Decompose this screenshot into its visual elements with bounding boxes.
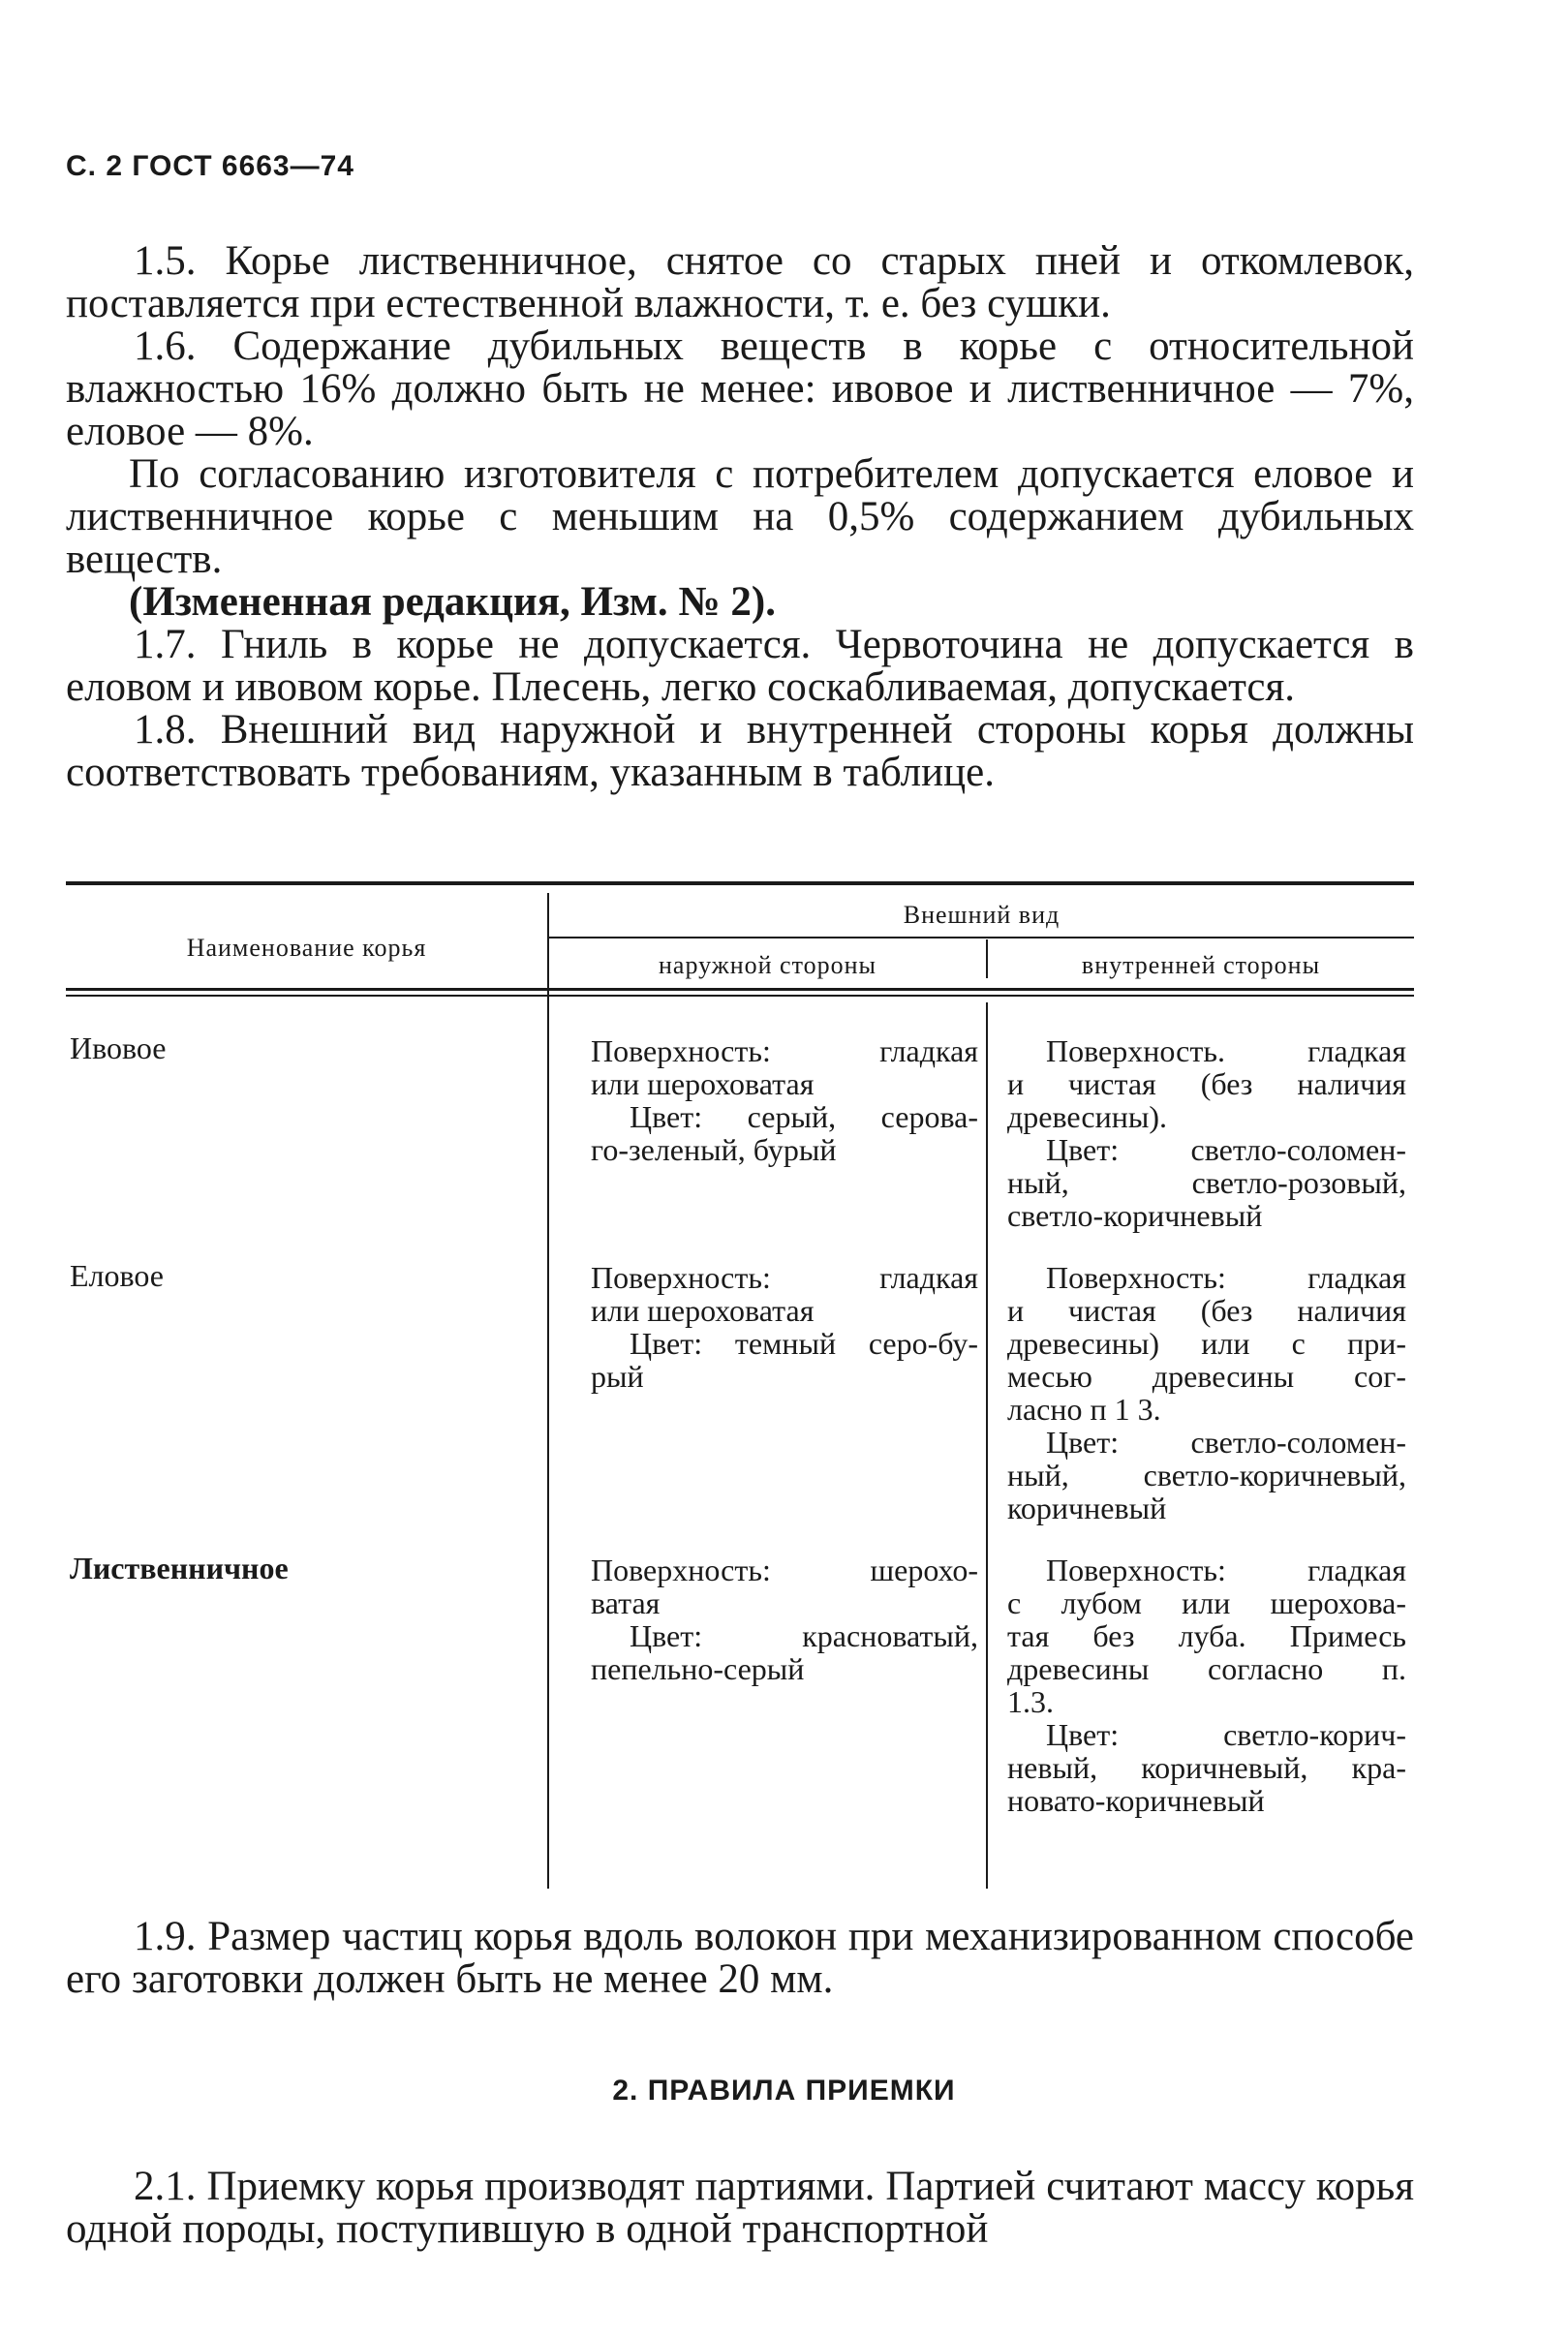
row-name: Еловое bbox=[70, 1258, 164, 1293]
row-name: Лиственничное bbox=[70, 1551, 289, 1585]
appearance-table bbox=[66, 881, 1414, 1889]
header-name: Наименование корья bbox=[186, 934, 427, 962]
text-block-1-9 bbox=[66, 1916, 1414, 2001]
table-header-rule-1 bbox=[66, 988, 1414, 991]
table-vline-name bbox=[547, 893, 549, 1889]
row-inner: Поверхность: гладкая и чистая (без наличия древесины) или с при- месью древесины сог- ласно п 1 3. Цвет: светло-соломен- ный, светло-коричневый, коричневый bbox=[1007, 1260, 1406, 1525]
row-outer: Поверхность: гладкая или шероховатая Цвет: темный серо-бу- рый bbox=[591, 1260, 978, 1394]
amendment-note: (Измененная редакция, Изм. № 2). bbox=[129, 579, 776, 625]
paragraph-1-8: 1.8. Внешний вид наружной и внутренней стороны корья должны соответствовать требованиям, указанным в таблице. bbox=[66, 707, 1414, 795]
row-inner: Поверхность: гладкая с лубом или шерохова- тая без луба. Примесь древесины согласно п. 1.3. Цвет: светло-корич- невый, коричневый, кра- новато-коричневый bbox=[1007, 1553, 1406, 1818]
paragraph-1-6: 1.6. Содержание дубильных веществ в корье с относительной влажностью 16% должно быть не менее: ивовое и лиственничное — 7%, еловое — 8%. bbox=[66, 323, 1414, 454]
header-inner: внутренней стороны bbox=[1081, 951, 1321, 979]
paragraph-1-6-agreement: По согласованию изготовителя с потребителем допускается еловое и лиственничное корье с меньшим на 0,5% содержанием дубильных веществ. bbox=[66, 451, 1414, 582]
row-outer: Поверхность: шерохо- ватая Цвет: красноватый, пепельно-серый bbox=[591, 1553, 978, 1686]
table-vline-body bbox=[986, 1002, 988, 1889]
row-outer: Поверхность: гладкая или шероховатая Цвет: серый, серова- го-зеленый, бурый bbox=[591, 1033, 978, 1167]
text-block-2-1 bbox=[66, 2166, 1414, 2251]
row-name: Ивовое bbox=[70, 1031, 167, 1065]
text-block-top bbox=[66, 240, 1414, 794]
paragraph-1-7: 1.7. Гниль в корье не допускается. Червоточина не допускается в еловом и ивовом корье. Плесень, легко соскабливаемая, допускается. bbox=[66, 622, 1414, 710]
table-header-rule-2 bbox=[66, 995, 1414, 997]
header-outer: наружной стороны bbox=[658, 951, 876, 979]
table-group-rule bbox=[549, 937, 1414, 938]
table-top-rule bbox=[66, 881, 1414, 885]
row-inner: Поверхность. гладкая и чистая (без наличия древесины). Цвет: светло-соломен- ный, светло-розовый, светло-коричневый bbox=[1007, 1033, 1406, 1233]
paragraph-1-5: 1.5. Корье лиственничное, снятое со старых пней и откомлевок, поставляется при естественной влажности, т. е. без сушки. bbox=[66, 238, 1414, 326]
section-2-title: 2. ПРАВИЛА ПРИЕМКИ bbox=[612, 2075, 956, 2107]
header-appearance: Внешний вид bbox=[903, 901, 1061, 929]
page-header: С. 2 ГОСТ 6663—74 bbox=[66, 150, 354, 182]
paragraph-2-1: 2.1. Приемку корья производят партиями. Партией считают массу корья одной породы, поступившую в одной транспортной bbox=[66, 2164, 1414, 2252]
paragraph-1-9: 1.9. Размер частиц корья вдоль волокон при механизированном способе его заготовки должен быть не менее 20 мм. bbox=[66, 1914, 1414, 2002]
